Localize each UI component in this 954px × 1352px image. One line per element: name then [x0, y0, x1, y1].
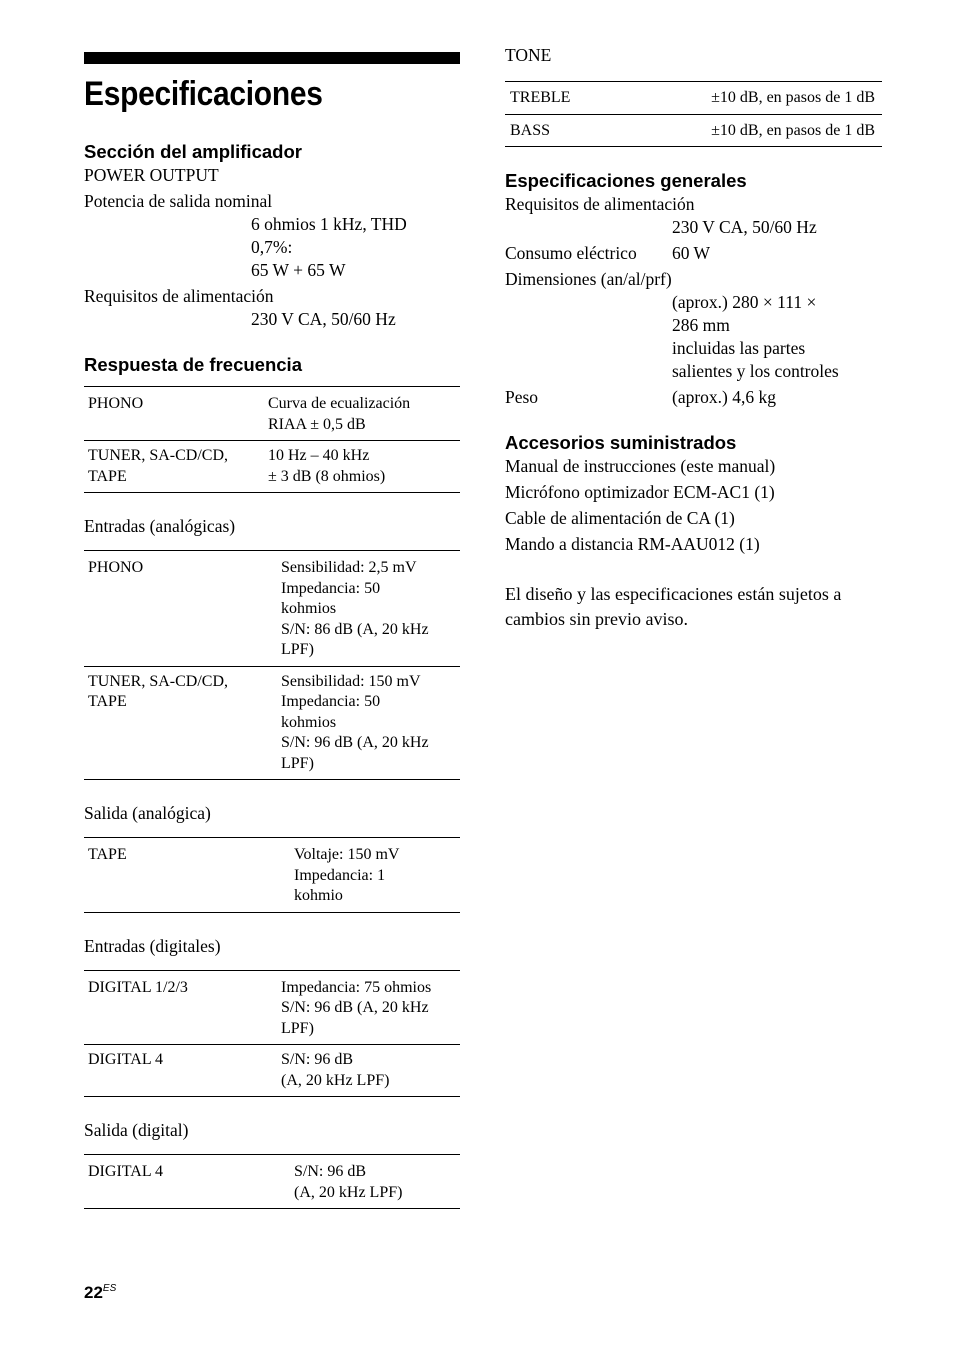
- general-power-req-value: 230 V CA, 50/60 Hz: [672, 217, 817, 237]
- consumption-label: Consumo eléctrico: [505, 243, 637, 263]
- accessory-item: Manual de instrucciones (este manual): [505, 456, 776, 476]
- page-number-value: 22: [84, 1283, 103, 1302]
- notice-line-2: cambios sin previo aviso.: [505, 609, 688, 629]
- accessory-item: Cable de alimentación de CA (1): [505, 508, 735, 528]
- cell-line: RIAA ± 0,5 dB: [268, 415, 366, 433]
- power-output-label: POWER OUTPUT: [84, 165, 219, 185]
- accessory-item: Mando a distancia RM-AAU012 (1): [505, 534, 760, 554]
- nominal-value-2: 0,7%:: [251, 237, 293, 257]
- cell-line: Voltaje: 150 mV: [294, 846, 400, 863]
- table-cell-value: [277, 1045, 460, 1097]
- freq-table: [84, 386, 460, 493]
- cell-line: TAPE: [88, 467, 127, 485]
- cell-line: S/N: 96 dB (A, 20 kHz: [281, 734, 429, 751]
- cell-line: (A, 20 kHz LPF): [294, 1183, 403, 1201]
- weight-label: Peso: [505, 387, 539, 407]
- cell-line: Sensibilidad: 2,5 mV: [281, 559, 417, 576]
- nominal-value-1: 6 ohmios 1 kHz, THD: [251, 214, 407, 234]
- table-row: [84, 1155, 460, 1209]
- table-cell-value: ±10 dB, en pasos de 1 dB: [613, 114, 882, 147]
- freq-heading: Respuesta de frecuencia: [84, 354, 302, 375]
- accessories-heading: Accesorios suministrados: [505, 432, 737, 453]
- cell-line: Impedancia: 75 ohmios: [281, 978, 432, 996]
- power-req-label: Requisitos de alimentación: [84, 286, 274, 306]
- cell-line: kohmios: [281, 713, 337, 731]
- analog-in-label: Entradas (analógicas): [84, 516, 236, 536]
- table-cell-key: TREBLE: [505, 82, 613, 115]
- general-heading: Especificaciones generales: [505, 170, 747, 191]
- table-cell-value: ±10 dB, en pasos de 1 dB: [613, 82, 882, 115]
- table-row: [84, 838, 460, 913]
- consumption-value: 60 W: [672, 243, 711, 263]
- table-row: [505, 114, 882, 147]
- page-language: ES: [102, 1283, 117, 1294]
- cell-line: Impedancia: 50: [281, 693, 381, 710]
- general-power-req-label: Requisitos de alimentación: [505, 194, 695, 214]
- analog-in-table: [84, 550, 460, 780]
- dimensions-label: Dimensiones (an/al/prf): [505, 269, 672, 289]
- table-cell-value: [290, 838, 460, 913]
- accessory-item: Micrófono optimizador ECM-AC1 (1): [505, 482, 775, 502]
- digital-out-label: Salida (digital): [84, 1120, 189, 1140]
- table-cell-value: [264, 441, 460, 493]
- table-cell-value: [277, 666, 460, 780]
- cell-line: kohmio: [294, 887, 343, 904]
- cell-line: TUNER, SA-CD/CD,: [88, 447, 229, 464]
- cell-line: (A, 20 kHz LPF): [281, 1071, 390, 1089]
- table-cell-value: [290, 1155, 460, 1209]
- table-cell-key: DIGITAL 4: [84, 1155, 290, 1209]
- cell-line: kohmios: [281, 600, 337, 617]
- table-cell-key: TAPE: [84, 838, 290, 913]
- nominal-label: Potencia de salida nominal: [84, 191, 273, 211]
- table-cell-value: [277, 551, 460, 667]
- weight-row: [505, 386, 882, 409]
- table-cell-key: PHONO: [84, 387, 264, 441]
- dimensions-line-3: incluidas las partes: [672, 338, 806, 358]
- cell-line: 10 Hz – 40 kHz: [268, 447, 370, 464]
- cell-line: LPF): [281, 641, 314, 658]
- table-cell-value: [277, 970, 460, 1045]
- cell-line: S/N: 96 dB: [281, 1051, 354, 1068]
- digital-in-table: [84, 970, 460, 1098]
- table-row: [84, 1045, 460, 1097]
- left-column: [84, 52, 460, 1209]
- nominal-value-3: 65 W + 65 W: [251, 260, 346, 280]
- cell-line: Impedancia: 50: [281, 579, 381, 597]
- table-cell-key: BASS: [505, 114, 613, 147]
- tone-table: [505, 81, 882, 147]
- dimensions-line-1: (aprox.) 280 × 111 ×: [672, 292, 817, 312]
- table-row: [84, 387, 460, 441]
- power-req-value: 230 V CA, 50/60 Hz: [251, 309, 396, 329]
- digital-out-table: [84, 1154, 460, 1209]
- tone-label: TONE: [505, 45, 552, 65]
- cell-line: S/N: 86 dB (A, 20 kHz: [281, 620, 429, 638]
- table-row: [84, 666, 460, 780]
- table-cell-key: [84, 441, 264, 493]
- table-row: [84, 551, 460, 667]
- cell-line: LPF): [281, 1019, 314, 1037]
- page-number: [84, 1283, 116, 1303]
- table-cell-value: [264, 387, 460, 441]
- table-row: [505, 82, 882, 115]
- title-bar: [84, 52, 460, 64]
- weight-value: (aprox.) 4,6 kg: [672, 387, 777, 407]
- cell-line: Curva de ecualización: [268, 395, 411, 412]
- table-cell-key: DIGITAL 1/2/3: [84, 970, 277, 1045]
- cell-line: S/N: 96 dB (A, 20 kHz: [281, 999, 429, 1016]
- cell-line: TUNER, SA-CD/CD,: [88, 672, 229, 690]
- table-cell-key: DIGITAL 4: [84, 1045, 277, 1097]
- page-title: Especificaciones: [84, 75, 323, 113]
- analog-out-table: [84, 837, 460, 913]
- cell-line: LPF): [281, 754, 314, 772]
- consumption-row: [505, 242, 882, 265]
- dimensions-line-4: salientes y los controles: [672, 361, 839, 381]
- table-row: [84, 970, 460, 1045]
- notice-line-1: El diseño y las especificaciones están sujetos a: [505, 584, 842, 604]
- right-column: [505, 44, 882, 632]
- analog-out-label: Salida (analógica): [84, 803, 211, 823]
- digital-in-label: Entradas (digitales): [84, 935, 221, 956]
- table-cell-key: [84, 666, 277, 780]
- cell-line: S/N: 96 dB: [294, 1163, 367, 1180]
- table-row: [84, 441, 460, 493]
- cell-line: TAPE: [88, 693, 127, 710]
- cell-line: Impedancia: 1: [294, 866, 386, 884]
- cell-line: Sensibilidad: 150 mV: [281, 672, 421, 690]
- amp-heading: Sección del amplificador: [84, 141, 302, 162]
- table-cell-key: PHONO: [84, 551, 277, 667]
- dimensions-line-2: 286 mm: [672, 315, 730, 335]
- cell-line: ± 3 dB (8 ohmios): [268, 467, 386, 485]
